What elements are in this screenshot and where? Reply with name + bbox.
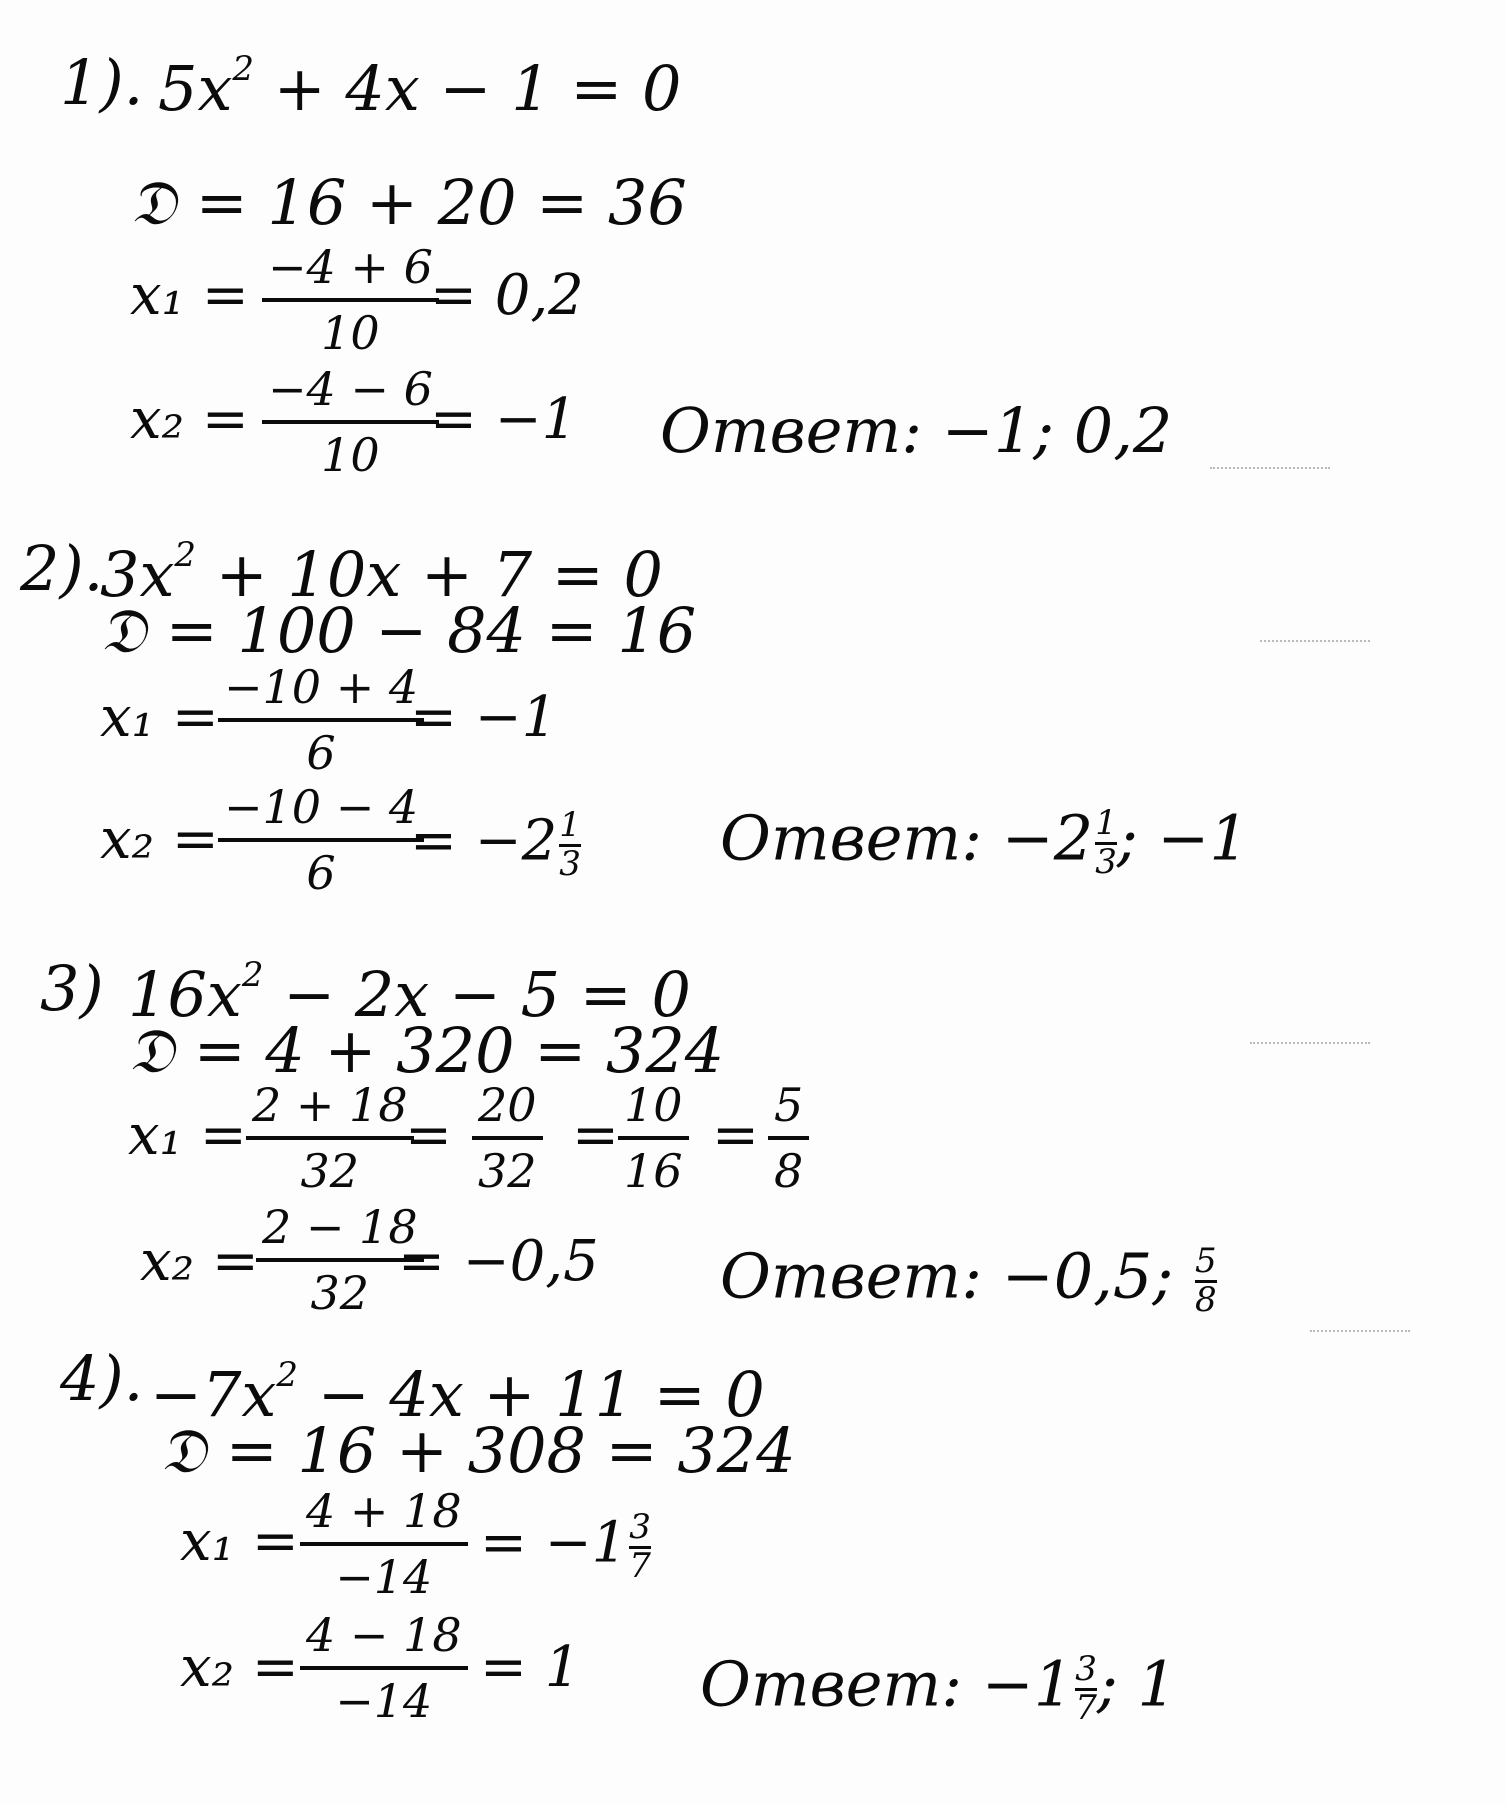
problem-1-discriminant: 𝔇 = 16 + 20 = 36 [130, 166, 687, 239]
problem-1-equation [158, 49, 682, 125]
problem-2-x1-fraction [218, 660, 424, 780]
equation-term: 5x [158, 52, 233, 125]
fraction-denominator: −14 [335, 1550, 433, 1604]
problem-3-number: 3) [40, 952, 104, 1025]
problem-3-x1-fraction-2 [472, 1078, 543, 1198]
fraction-denominator: 7 [1075, 1687, 1097, 1728]
equation-term: 16x [128, 958, 242, 1031]
fraction-denominator: 8 [774, 1144, 804, 1198]
problem-2-answer [720, 801, 1249, 882]
problem-1-number: 1). [60, 46, 144, 119]
problem-2-x1-result: = −1 [410, 685, 558, 750]
mixed-number-whole: = −2 [410, 808, 558, 874]
problem-2-number: 2). [20, 532, 104, 605]
problem-1-x2-result: = −1 [430, 387, 578, 452]
equals-sign: = [572, 1103, 619, 1168]
answer-fraction [1095, 803, 1117, 882]
problem-3-discriminant: 𝔇 = 4 + 320 = 324 [128, 1014, 725, 1087]
problem-3-x1-label: x₁ = [128, 1103, 247, 1168]
problem-4-x2-fraction [300, 1608, 468, 1728]
exponent: 2 [232, 49, 255, 89]
fraction-denominator: −14 [335, 1674, 433, 1728]
problem-4-x1-label: x₁ = [180, 1509, 299, 1574]
problem-4-x2-result: = 1 [480, 1635, 581, 1700]
problem-2-x2-label: x₂ = [100, 807, 219, 872]
fraction-numerator: 20 [478, 1078, 537, 1132]
answer-fraction [1075, 1649, 1097, 1728]
equation-rest: − 2x − 5 = 0 [263, 958, 691, 1031]
fraction-denominator: 16 [624, 1144, 683, 1198]
problem-1-x2-label: x₂ = [130, 387, 249, 452]
equation-rest: + 10x + 7 = 0 [196, 538, 663, 611]
exponent: 2 [241, 955, 264, 995]
scan-artifact-line [1250, 1042, 1370, 1044]
fraction-numerator: 2 − 18 [262, 1200, 418, 1254]
fraction-numerator: 5 [774, 1078, 804, 1132]
fraction-numerator: 3 [629, 1507, 651, 1547]
exponent: 2 [174, 535, 197, 575]
fraction-numerator: 2 + 18 [252, 1078, 408, 1132]
problem-3-x1-fraction-3 [618, 1078, 689, 1198]
problem-1-x1-result: = 0,2 [430, 263, 584, 328]
fraction-denominator: 6 [306, 726, 336, 780]
problem-4-number: 4). [60, 1342, 144, 1415]
answer-text: Ответ: −0,5; [720, 1239, 1193, 1313]
problem-2-x2-fraction [218, 780, 424, 900]
equals-sign: = [405, 1103, 452, 1168]
fraction-numerator: 10 [624, 1078, 683, 1132]
fraction-denominator: 3 [1095, 841, 1117, 882]
scan-artifact-line [1260, 640, 1370, 642]
answer-text: Ответ: −2 [720, 801, 1094, 875]
equation-rest: − 4x + 11 = 0 [298, 1358, 765, 1431]
equals-sign: = [712, 1103, 759, 1168]
problem-1-x1-fraction [262, 240, 439, 360]
equation-term: −7x [150, 1358, 277, 1431]
problem-1-answer: Ответ: −1; 0,2 [660, 394, 1173, 467]
fraction-numerator: 1 [1095, 803, 1117, 843]
fraction-numerator: 5 [1194, 1241, 1217, 1281]
problem-3-x1-fraction-1 [246, 1078, 414, 1198]
mixed-number-whole: = −1 [480, 1510, 628, 1576]
problem-3-answer [720, 1239, 1217, 1320]
mixed-number-fraction [559, 805, 581, 884]
fraction-numerator: −4 − 6 [268, 362, 433, 416]
fraction-denominator: 6 [306, 846, 336, 900]
problem-4-x1-result [480, 1507, 651, 1586]
equation-rest: + 4x − 1 = 0 [254, 52, 682, 125]
answer-text: Ответ: −1 [700, 1647, 1074, 1721]
problem-4-x2-label: x₂ = [180, 1635, 299, 1700]
mixed-number-fraction [629, 1507, 651, 1586]
fraction-denominator: 8 [1194, 1279, 1217, 1320]
answer-tail: ; −1 [1116, 801, 1249, 875]
fraction-denominator: 10 [321, 306, 380, 360]
fraction-denominator: 3 [559, 843, 581, 884]
fraction-numerator: 3 [1075, 1649, 1097, 1689]
equation-term: 3x [100, 538, 175, 611]
problem-4-answer [700, 1647, 1177, 1728]
fraction-denominator: 10 [321, 428, 380, 482]
answer-tail: ; 1 [1096, 1647, 1177, 1721]
fraction-numerator: −10 − 4 [224, 780, 419, 834]
problem-2-discriminant: 𝔇 = 100 − 84 = 16 [100, 594, 697, 667]
problem-3-x1-fraction-4 [768, 1078, 809, 1198]
fraction-numerator: 4 + 18 [306, 1484, 462, 1538]
problem-4-discriminant: 𝔇 = 16 + 308 = 324 [160, 1414, 796, 1487]
problem-2-x2-result [410, 805, 581, 884]
problem-1-x1-label: x₁ = [130, 263, 249, 328]
fraction-numerator: 4 − 18 [306, 1608, 462, 1662]
scan-artifact-line [1310, 1330, 1410, 1332]
exponent: 2 [276, 1355, 299, 1395]
problem-2-x1-label: x₁ = [100, 685, 219, 750]
fraction-denominator: 32 [310, 1266, 370, 1320]
problem-4-x1-fraction [300, 1484, 468, 1604]
fraction-numerator: 1 [559, 805, 581, 845]
problem-1-x2-fraction [262, 362, 439, 482]
problem-3-x2-result: = −0,5 [398, 1229, 599, 1294]
fraction-denominator: 32 [300, 1144, 360, 1198]
fraction-numerator: −4 + 6 [268, 240, 433, 294]
fraction-denominator: 7 [629, 1545, 651, 1586]
answer-fraction [1194, 1241, 1217, 1320]
fraction-denominator: 32 [478, 1144, 537, 1198]
scan-artifact-line [1210, 467, 1330, 469]
problem-3-x2-label: x₂ = [140, 1229, 259, 1294]
fraction-numerator: −10 + 4 [224, 660, 419, 714]
